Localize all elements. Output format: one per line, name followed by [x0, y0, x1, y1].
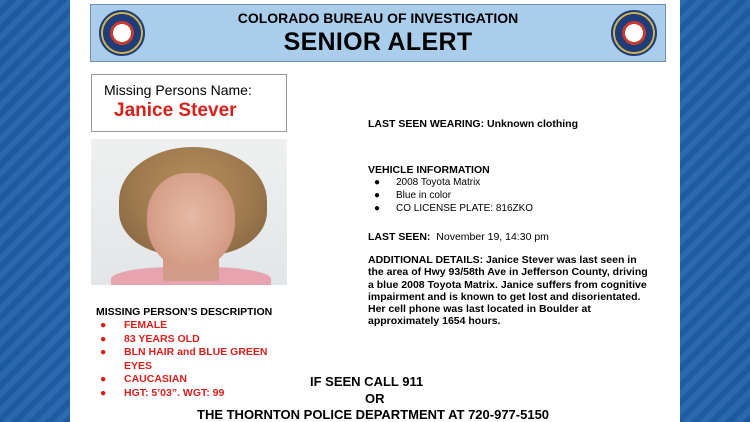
list-item: ● FEMALE — [100, 319, 168, 331]
list-item: ● HGT: 5’03”. WGT: 99 — [100, 386, 225, 399]
photo-face — [147, 173, 235, 269]
last-seen-value: November 19, 14:30 pm — [436, 231, 549, 243]
list-item: ● BLN HAIR and BLUE GREEN EYES — [100, 346, 268, 372]
alert-flyer — [70, 0, 680, 422]
list-item: ● 83 YEARS OLD — [100, 332, 200, 345]
list-item: ● Blue in color — [374, 190, 452, 201]
last-seen — [368, 231, 549, 243]
list-item: ● 2008 Toyota Matrix — [374, 177, 481, 188]
vehicle-title: VEHICLE INFORMATION — [368, 164, 490, 176]
list-item: ● CO LICENSE PLATE: 816ZKO — [374, 203, 534, 214]
last-seen-wearing: LAST SEEN WEARING: Unknown clothing — [368, 118, 578, 130]
description-list — [100, 319, 290, 400]
description-title: MISSING PERSON’S DESCRIPTION — [96, 306, 273, 318]
additional-details: ADDITIONAL DETAILS: Janice Stever was last seen in the area of Hwy 93/58th Ave in Jefferson County, driving a blue 2008 Toyota Matrix. Janice suffers from cognitive impairment and is known to get lost and disorientated. Her cell phone was last located in Boulder at approximately 1654 hours. — [368, 254, 648, 328]
list-item: ● CAUCASIAN — [100, 373, 187, 385]
last-seen-label: LAST SEEN: — [368, 231, 431, 243]
missing-person-photo — [91, 139, 287, 285]
call-911: IF SEEN CALL 911 — [310, 374, 424, 389]
name-label: Missing Persons Name: — [104, 82, 252, 98]
cbi-seal-icon — [611, 10, 657, 56]
police-contact: THE THORNTON POLICE DEPARTMENT AT 720-977-5150 — [197, 407, 550, 422]
or-text: OR — [365, 391, 385, 406]
background-left — [0, 0, 70, 422]
missing-person-name-box — [91, 74, 287, 132]
flyer-header — [90, 4, 666, 62]
alert-title: SENIOR ALERT — [283, 28, 473, 56]
vehicle-list — [374, 176, 533, 215]
missing-person-name: Janice Stever — [114, 100, 237, 121]
background-right — [680, 0, 750, 422]
agency-name: COLORADO BUREAU OF INVESTIGATION — [237, 10, 519, 26]
